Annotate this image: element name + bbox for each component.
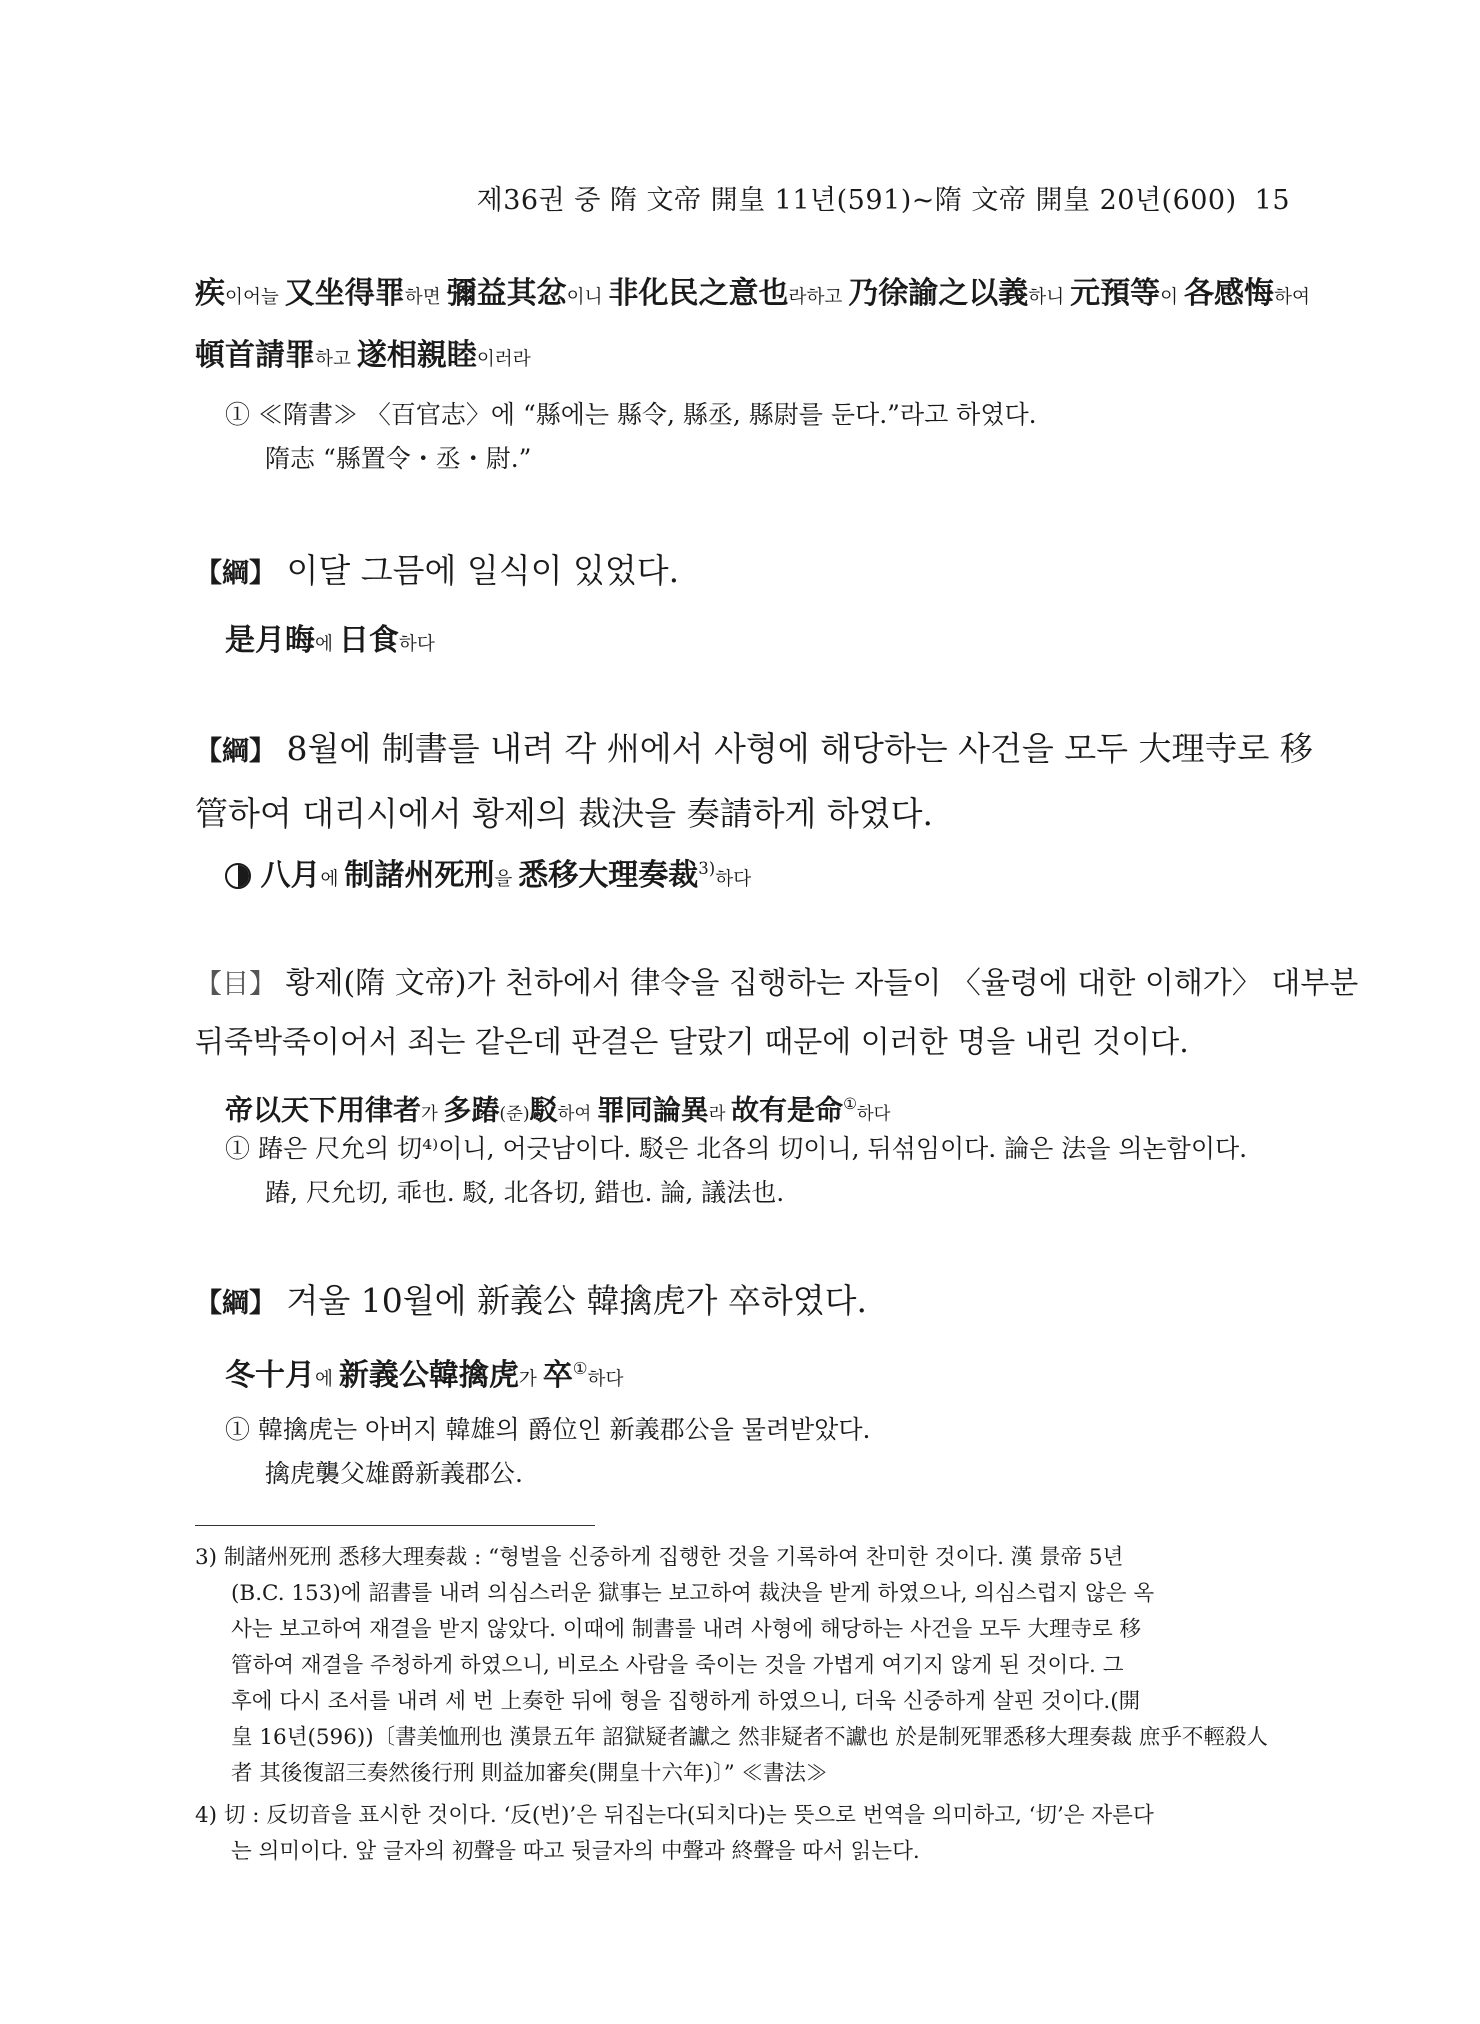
hanja-phrase: 卒 [542,1358,573,1393]
section-3-body-line-2: 뒤죽박죽이어서 죄는 같은데 판결은 달랐기 때문에 이러한 명을 내린 것이다. [195,1025,1189,1060]
particle: 하면 [404,287,447,308]
page-header [477,178,1290,217]
particle: 가 [518,1369,543,1390]
footnote-4-line: 는 의미이다. 앞 글자의 初聲을 따고 뒷글자의 中聲과 終聲을 따서 읽는다. [231,1839,920,1864]
hanja-phrase: 日食 [338,623,399,658]
section-1-title: 이달 그믐에 일식이 있었다. [286,551,680,590]
footnote-3-line: 者 其後復詔三奏然後行刑 則益加審矣(開皇十六年)〕” ≪書法≫ [231,1761,828,1786]
top-annotation-line-1: ① ≪隋書≫ 〈百官志〉에 “縣에는 縣令, 縣丞, 縣尉를 둔다.”라고 하였다. [225,400,1037,429]
hanja-phrase: 冬十月 [225,1358,315,1393]
particle: 하다 [587,1369,624,1390]
hanja-phrase: 乃徐諭之以義 [848,276,1029,311]
footnote-4-line: 4) 切 : 反切音을 표시한 것이다. ‘反(번)’은 뒤집는다(되치다)는 뜻으로 번역을 의미하고, ‘切’은 자른다 [195,1803,1154,1828]
particle: 에 [315,1369,339,1390]
top-original-line-1 [195,265,1310,327]
section-2-title-line-1: 8월에 制書를 내려 각 州에서 사형에 해당하는 사건을 모두 大理寺로 移 [286,729,1313,768]
footnote-3 [195,1540,1290,1792]
hanja-phrase: 多踳 [443,1093,500,1127]
hanja-phrase: 八月 [260,858,321,893]
top-annotation [225,393,1315,481]
note-marker: ① [572,1359,588,1378]
footnote-3-line: 사는 보고하여 재결을 받지 않았다. 이때에 制書를 내려 사형에 해당하는 사건을 모두 大理寺로 移 [231,1617,1142,1642]
hanja-phrase: 悉移大理奏裁 [518,858,699,893]
footnote-3-line: 皇 16년(596))〔書美恤刑也 漢景五年 詔獄疑者讞之 然非疑者不讞也 於是制死罪悉移大理奏裁 庶乎不輕殺人 [231,1725,1268,1750]
hanja-phrase: 帝以天下用律者 [225,1093,422,1127]
particle: 에 [320,869,345,890]
section-1-original [225,612,1315,674]
section-4-annotation-line-1: ① 韓擒虎는 아버지 韓雄의 爵位인 新義郡公을 물려받았다. [225,1415,871,1444]
particle: 에 [315,634,339,655]
running-title: 제36권 중 隋 文帝 開皇 11년(591)~隋 文帝 開皇 20년(600) [476,185,1237,216]
hanja-phrase: 駁 [529,1093,558,1127]
section-3-body-line-1: 황제(隋 文帝)가 천하에서 律令을 집행하는 자들이 〈율령에 대한 이해가〉 대부분 [285,966,1359,1001]
footnote-divider [195,1525,595,1526]
hanja-phrase: 又坐得罪 [284,276,405,311]
particle: 하고 [315,349,357,370]
note-marker: 3) [698,859,716,878]
hanja-phrase: 新義公韓擒虎 [338,1358,519,1393]
section-4-original [225,1340,1315,1409]
section-3-body [195,955,1359,1072]
particle: 하니 [1028,287,1071,308]
hanja-phrase: 罪同論異 [596,1093,709,1127]
section-3-annotation [225,1127,1315,1215]
hanja-phrase: 遂相親睦 [356,338,477,373]
section-2-original [225,840,1315,909]
section-1-heading [195,540,1285,605]
particle: 이어늘 [225,287,285,308]
particle: 하다 [715,869,752,890]
hanja-phrase: 各感悔 [1184,276,1274,311]
footnote-3-line: 管하여 재결을 주청하게 하였으니, 비로소 사람을 죽이는 것을 가볍게 여기지 않게 된 것이다. 그 [231,1653,1124,1678]
hanja-phrase: 疾 [195,276,225,311]
section-4-tag: 【綱】 [195,1288,276,1319]
top-original-line-2 [195,327,1285,389]
section-2-title-line-2: 管하여 대리시에서 황제의 裁決을 奏請하게 하였다. [195,794,933,833]
particle: 이 [1160,287,1184,308]
section-2-original-text [261,858,752,893]
particle: 하다 [856,1104,891,1125]
hanja-phrase: 非化民之意也 [608,276,789,311]
note-marker: ① [843,1095,857,1113]
section-4-annotation-line-2: 擒虎襲父雄爵新義郡公. [265,1459,523,1488]
section-2-tag: 【綱】 [195,736,276,767]
particle: (준) [499,1104,530,1125]
page-number: 15 [1254,185,1290,216]
hanja-phrase: 彌益其忿 [446,276,567,311]
hanja-phrase: 元預等 [1070,276,1161,311]
footnote-3-line: (B.C. 153)에 詔書를 내려 의심스러운 獄事는 보고하여 裁決을 받게 하였으나, 의심스럽지 않은 옥 [231,1581,1155,1606]
hanja-phrase: 制諸州死刑 [344,858,495,893]
section-4-annotation [225,1408,1315,1496]
particle: 라하고 [788,287,849,308]
particle: 하여 [1274,287,1310,308]
particle: 가 [421,1104,444,1125]
particle: 라 [708,1104,732,1125]
hanja-phrase: 是月晦 [225,623,315,658]
top-annotation-line-2: 隋志 “縣置令・丞・尉.” [265,444,532,473]
section-3-tag: 【目】 [195,969,276,1000]
half-circle-icon [225,863,251,889]
particle: 하여 [557,1104,597,1125]
particle: 하다 [398,634,435,655]
footnote-3-line: 후에 다시 조서를 내려 세 번 上奏한 뒤에 형을 집행하게 하였으니, 더욱 신중하게 살핀 것이다.(開 [231,1689,1141,1714]
section-3-annotation-line-2: 踳, 尺允切, 乖也. 駁, 北各切, 錯也. 論, 議法也. [265,1178,785,1207]
particle: 이러라 [476,349,531,370]
section-3-annotation-line-1: ① 踳은 尺允의 切⁴⁾이니, 어긋남이다. 駁은 北各의 切이니, 뒤섞임이다. 論은 法을 의논함이다. [225,1134,1248,1163]
hanja-phrase: 故有是命 [731,1093,844,1127]
particle: 을 [494,869,519,890]
top-original-text [195,265,1310,389]
section-1-tag: 【綱】 [195,558,276,589]
footnote-3-line: 3) 制諸州死刑 悉移大理奏裁 : “형벌을 신중하게 집행한 것을 기록하여 찬미한 것이다. 漢 景帝 5년 [195,1545,1124,1570]
section-2-heading [195,718,1313,845]
section-4-heading [195,1270,1285,1335]
section-4-title: 겨울 10월에 新義公 韓擒虎가 卒하였다. [286,1281,867,1320]
footnote-4 [195,1798,1290,1870]
hanja-phrase: 頓首請罪 [195,338,315,373]
particle: 이니 [566,287,609,308]
